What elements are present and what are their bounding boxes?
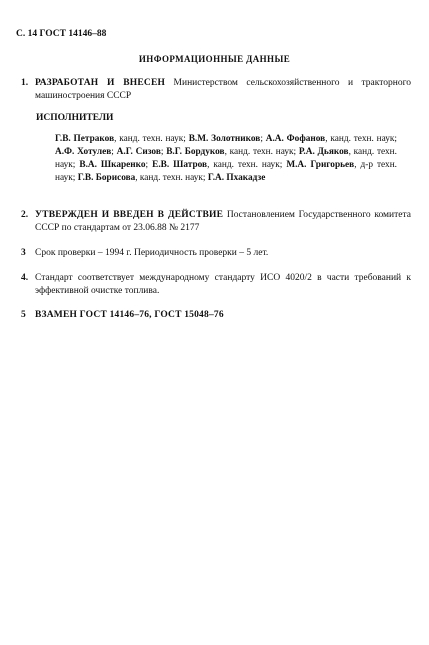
performer-title: , канд. техн. наук; (114, 134, 189, 144)
performers-list (55, 133, 397, 185)
section-title: ИНФОРМАЦИОННЫЕ ДАННЫЕ (138, 54, 291, 64)
item-2 (21, 209, 411, 235)
item-body: Министерством сельскохозяйственного и тракторного машиностроения СССР (35, 78, 412, 101)
performer-name: Г.В. Петраков (55, 134, 115, 144)
item-lead: УТВЕРЖДЕН И ВВЕДЕН В ДЕЙСТВИЕ (35, 210, 224, 220)
performer-name: М.А. Григорьев (286, 160, 355, 170)
item-body: Постановлением Государственного комитета СССР по стандартам от 23.06.88 № 2177 (35, 210, 411, 233)
performer-name: Р.А. Дьяков (298, 147, 349, 157)
performer-name: Е.В. Шатров (152, 160, 208, 170)
item-text (35, 77, 411, 103)
performer-name: Г.В. Борисова (77, 173, 136, 183)
performer-name: В.М. Золотников (188, 134, 261, 144)
performer-name: В.А. Шкаренко (79, 160, 146, 170)
item-text (35, 209, 411, 235)
item-number: 4. (21, 273, 29, 283)
performer-name: А.Ф. Хотулев (55, 147, 112, 157)
performer-title: , канд. техн. наук; (207, 160, 287, 170)
performer-title: , канд. техн. наук; (224, 147, 299, 157)
item-body: Стандарт соответствует международному стандарту ИСО 4020/2 в части требований к эффективной очистке топлива. (35, 273, 411, 296)
performer-name: В.Г. Бордуков (166, 147, 225, 157)
item-body: Срок проверки – 1994 г. Периодичность проверки – 5 лет. (35, 248, 269, 258)
performers-heading: ИСПОЛНИТЕЛИ (36, 113, 114, 123)
performer-title: , канд. техн. наук; (325, 134, 397, 144)
item-lead: РАЗРАБОТАН И ВНЕСЕН (35, 78, 166, 88)
performer-title: ; (160, 147, 167, 157)
item-4 (21, 272, 411, 298)
performer-title: , д-р техн. наук; (55, 160, 397, 183)
item-body: ВЗАМЕН ГОСТ 14146–76, ГОСТ 15048–76 (35, 310, 224, 320)
item-number: 5 (21, 310, 26, 320)
performer-name: Г.А. Пхакадзе (207, 173, 266, 183)
performer-title: ; (145, 160, 153, 170)
performer-title: ; (111, 147, 117, 157)
performer-title: , канд. техн. наук; (135, 173, 208, 183)
page-header: С. 14 ГОСТ 14146–88 (16, 29, 107, 39)
item-number: 3 (21, 248, 26, 258)
performer-name: А.Г. Сизов (116, 147, 161, 157)
performer-title: ; (260, 134, 266, 144)
performer-name: А.А. Фофанов (265, 134, 326, 144)
item-number: 1. (21, 78, 29, 88)
item-5 (21, 309, 411, 322)
item-number: 2. (21, 210, 29, 220)
item-3 (21, 247, 411, 260)
item-1 (21, 77, 411, 103)
performer-title: , канд. техн. наук; (55, 147, 397, 170)
